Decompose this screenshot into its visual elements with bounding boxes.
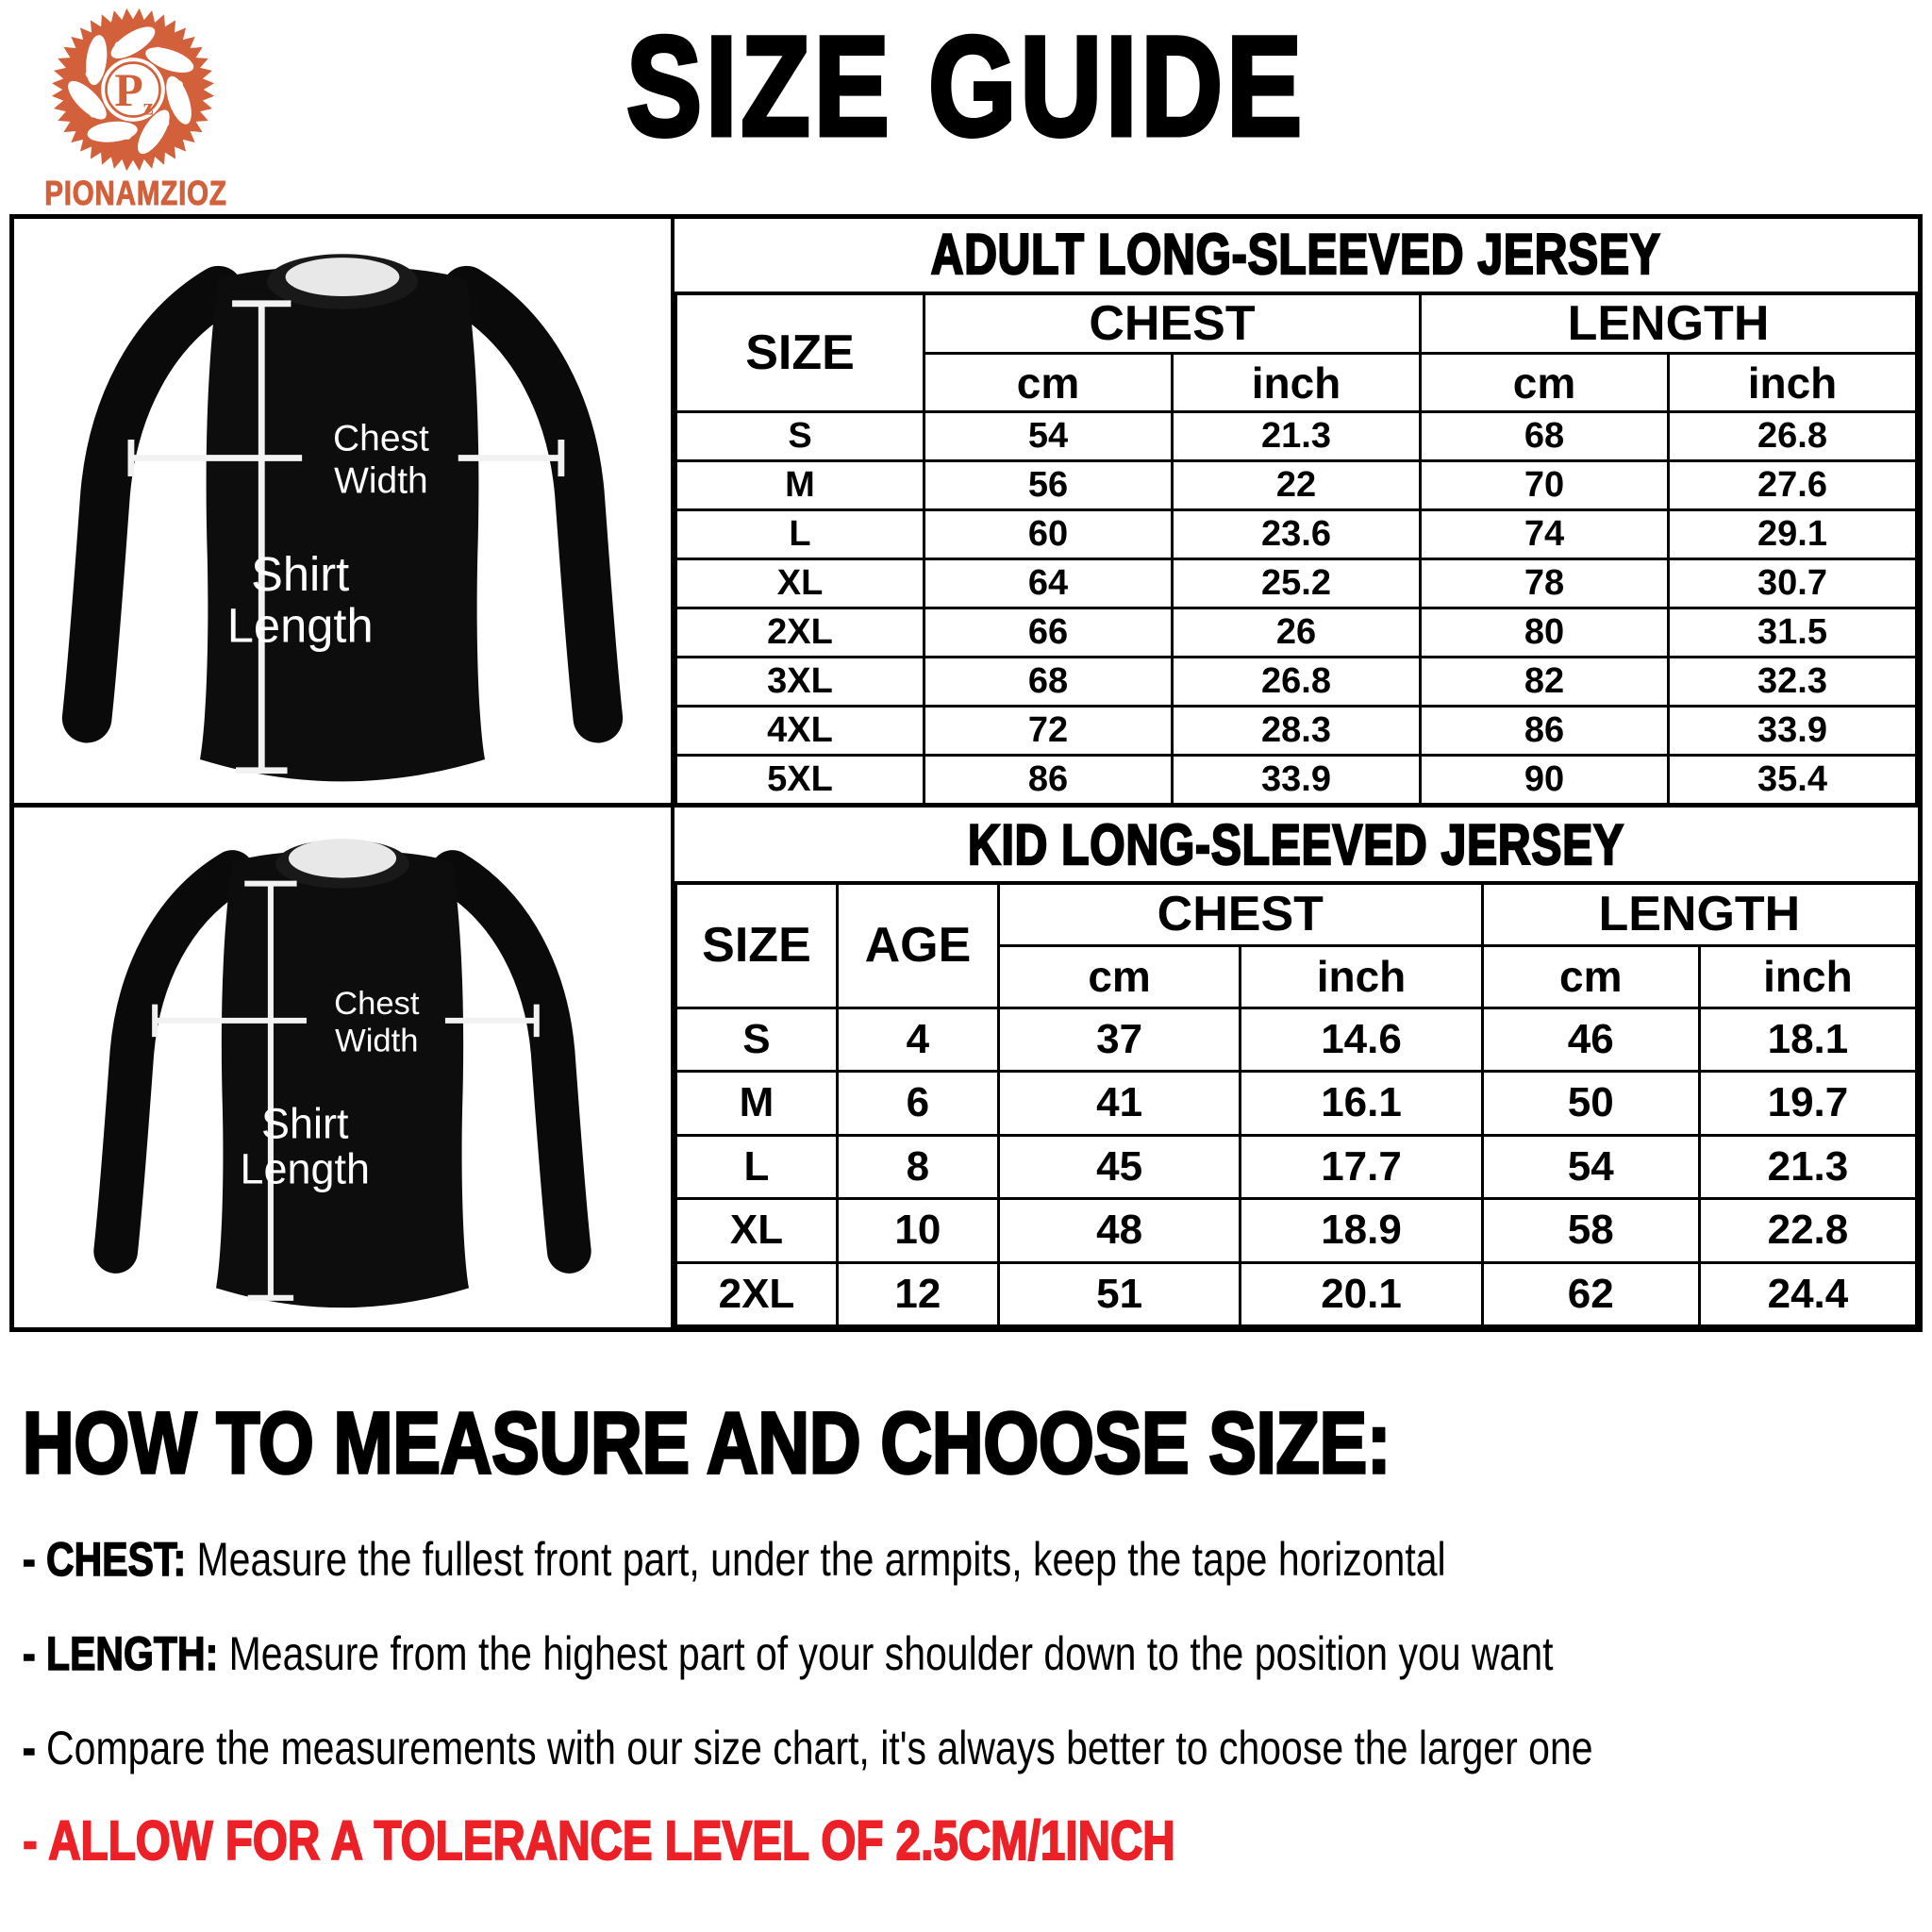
column-header-length: LENGTH <box>1421 293 1917 354</box>
cell-length_cm: 82 <box>1421 658 1669 707</box>
howto-line <box>23 1808 1907 1874</box>
cell-chest_inch: 17.7 <box>1241 1135 1482 1199</box>
cell-length_cm: 50 <box>1482 1072 1699 1136</box>
cell-length_cm: 46 <box>1482 1008 1699 1072</box>
kid-size-table <box>675 808 1918 1327</box>
adult-shirt-cell <box>14 219 675 808</box>
cell-length_cm: 78 <box>1421 559 1669 608</box>
cell-chest_cm: 37 <box>998 1008 1240 1072</box>
adult-table-title: ADULT LONG-SLEEVED JERSEY <box>676 219 1917 293</box>
table-row <box>676 1008 1917 1072</box>
cell-chest_cm: 66 <box>924 608 1173 658</box>
brand-name: PIONAMZIOZ <box>44 174 227 212</box>
howto-line-prefix: - CHEST: <box>23 1533 197 1586</box>
cell-chest_cm: 72 <box>924 707 1173 756</box>
cell-chest_inch: 23.6 <box>1173 510 1421 559</box>
cell-age: 8 <box>837 1135 998 1199</box>
cell-chest_cm: 54 <box>924 412 1173 461</box>
howto-line-prefix: - <box>23 1810 49 1872</box>
jersey-graphic <box>87 254 598 781</box>
cell-size: 5XL <box>676 756 924 805</box>
cell-chest_inch: 21.3 <box>1173 412 1421 461</box>
cell-length_cm: 58 <box>1482 1199 1699 1263</box>
unit-header-cm: cm <box>998 945 1240 1008</box>
cell-chest_cm: 41 <box>998 1072 1240 1136</box>
table-row <box>676 756 1917 805</box>
table-row <box>676 412 1917 461</box>
shirt-length-label: Length <box>226 597 374 652</box>
cell-chest_inch: 26 <box>1173 608 1421 658</box>
table-row <box>676 559 1917 608</box>
table-row <box>676 658 1917 707</box>
howto-line <box>23 1720 1907 1776</box>
cell-length_cm: 62 <box>1482 1262 1699 1326</box>
column-header-chest: CHEST <box>998 883 1482 945</box>
cell-chest_cm: 48 <box>998 1199 1240 1263</box>
cell-length_cm: 86 <box>1421 707 1669 756</box>
shirt-length-label: Shirt <box>251 546 350 601</box>
table-row <box>676 1135 1917 1199</box>
howto-line <box>23 1625 1907 1682</box>
table-row <box>676 510 1917 559</box>
unit-header-inch: inch <box>1669 354 1917 412</box>
cell-chest_inch: 14.6 <box>1241 1008 1482 1072</box>
cell-length_inch: 33.9 <box>1669 707 1917 756</box>
unit-header-cm: cm <box>924 354 1173 412</box>
cell-chest_inch: 26.8 <box>1173 658 1421 707</box>
shirt-length-label: Length <box>240 1144 370 1193</box>
page-title: SIZE GUIDE <box>625 7 1307 165</box>
cell-length_inch: 26.8 <box>1669 412 1917 461</box>
unit-header-cm: cm <box>1482 945 1699 1008</box>
shirt-length-label: Shirt <box>261 1098 349 1147</box>
cell-age: 6 <box>837 1072 998 1136</box>
howto-line <box>23 1531 1907 1588</box>
chest-width-label: Chest <box>333 418 429 459</box>
cell-size: XL <box>676 1199 838 1263</box>
jersey-graphic <box>116 839 570 1307</box>
cell-size: S <box>676 412 924 461</box>
howto-line-prefix: - LENGTH: <box>23 1627 229 1680</box>
cell-length_inch: 24.4 <box>1699 1262 1916 1326</box>
column-header-size: SIZE <box>676 293 924 412</box>
cell-chest_cm: 68 <box>924 658 1173 707</box>
how-to-list <box>23 1531 1907 1874</box>
column-header-chest: CHEST <box>924 293 1421 354</box>
unit-header-inch: inch <box>1241 945 1482 1008</box>
cell-length_cm: 80 <box>1421 608 1669 658</box>
cell-age: 4 <box>837 1008 998 1072</box>
cell-size: 3XL <box>676 658 924 707</box>
chest-width-label: Width <box>335 1023 419 1059</box>
cell-chest_inch: 33.9 <box>1173 756 1421 805</box>
table-row <box>676 707 1917 756</box>
cell-length_inch: 18.1 <box>1699 1008 1916 1072</box>
cell-length_cm: 54 <box>1482 1135 1699 1199</box>
cell-chest_cm: 64 <box>924 559 1173 608</box>
cell-length_cm: 70 <box>1421 461 1669 510</box>
cell-length_inch: 35.4 <box>1669 756 1917 805</box>
cell-length_inch: 22.8 <box>1699 1199 1916 1263</box>
column-header-size: SIZE <box>676 883 838 1008</box>
table-row <box>676 1262 1917 1326</box>
adult-shirt-diagram <box>20 226 665 796</box>
cell-size: L <box>676 1135 838 1199</box>
cell-length_inch: 19.7 <box>1699 1072 1916 1136</box>
column-header-age: AGE <box>837 883 998 1008</box>
how-to-section <box>23 1394 1907 1874</box>
kid-table-cell <box>675 808 1918 1327</box>
cell-age: 12 <box>837 1262 998 1326</box>
cell-size: 2XL <box>676 1262 838 1326</box>
cell-chest_inch: 25.2 <box>1173 559 1421 608</box>
chest-width-label: Chest <box>334 985 420 1022</box>
cell-chest_inch: 20.1 <box>1241 1262 1482 1326</box>
cell-size: L <box>676 510 924 559</box>
cell-length_inch: 32.3 <box>1669 658 1917 707</box>
cell-length_inch: 21.3 <box>1699 1135 1916 1199</box>
cell-chest_cm: 56 <box>924 461 1173 510</box>
adult-table-cell <box>675 219 1918 808</box>
cell-chest_inch: 22 <box>1173 461 1421 510</box>
howto-line-text: Measure from the highest part of your shoulder down to the position you want <box>228 1627 1554 1680</box>
cell-chest_cm: 51 <box>998 1262 1240 1326</box>
cell-size: 2XL <box>676 608 924 658</box>
cell-length_cm: 68 <box>1421 412 1669 461</box>
kid-table-title: KID LONG-SLEEVED JERSEY <box>676 808 1917 883</box>
table-row <box>676 608 1917 658</box>
cell-chest_cm: 60 <box>924 510 1173 559</box>
how-to-heading: HOW TO MEASURE AND CHOOSE SIZE: <box>23 1395 1391 1491</box>
kid-shirt-cell <box>14 808 675 1327</box>
cell-size: 4XL <box>676 707 924 756</box>
cell-size: XL <box>676 559 924 608</box>
chest-width-label: Width <box>334 460 428 502</box>
table-row <box>676 1072 1917 1136</box>
table-row <box>676 1199 1917 1263</box>
cell-length_inch: 31.5 <box>1669 608 1917 658</box>
howto-line-text: ALLOW FOR A TOLERANCE LEVEL OF 2.5CM/1INCH <box>48 1810 1175 1872</box>
cell-chest_inch: 18.9 <box>1241 1199 1482 1263</box>
cell-length_inch: 29.1 <box>1669 510 1917 559</box>
unit-header-inch: inch <box>1699 945 1916 1008</box>
column-header-length: LENGTH <box>1482 883 1916 945</box>
cell-size: M <box>676 1072 838 1136</box>
cell-length_cm: 74 <box>1421 510 1669 559</box>
cell-chest_inch: 16.1 <box>1241 1072 1482 1136</box>
size-chart-panel <box>9 214 1923 1332</box>
logo-letter-p: P <box>114 63 143 116</box>
cell-length_inch: 30.7 <box>1669 559 1917 608</box>
cell-length_cm: 90 <box>1421 756 1669 805</box>
unit-header-inch: inch <box>1173 354 1421 412</box>
cell-size: S <box>676 1008 838 1072</box>
unit-header-cm: cm <box>1421 354 1669 412</box>
table-row <box>676 461 1917 510</box>
cell-chest_inch: 28.3 <box>1173 707 1421 756</box>
howto-line-text: Measure the fullest front part, under the armpits, keep the tape horizontal <box>196 1533 1446 1586</box>
adult-size-table <box>675 219 1918 806</box>
logo-letter-z: z <box>142 94 154 121</box>
cell-length_inch: 27.6 <box>1669 461 1917 510</box>
cell-chest_cm: 45 <box>998 1135 1240 1199</box>
howto-line-text: Compare the measurements with our size chart, it's always better to choose the larger one <box>46 1722 1593 1774</box>
cell-age: 10 <box>837 1199 998 1263</box>
cell-size: M <box>676 461 924 510</box>
kid-shirt-diagram <box>56 815 629 1321</box>
howto-line-prefix: - <box>23 1722 47 1774</box>
cell-chest_cm: 86 <box>924 756 1173 805</box>
